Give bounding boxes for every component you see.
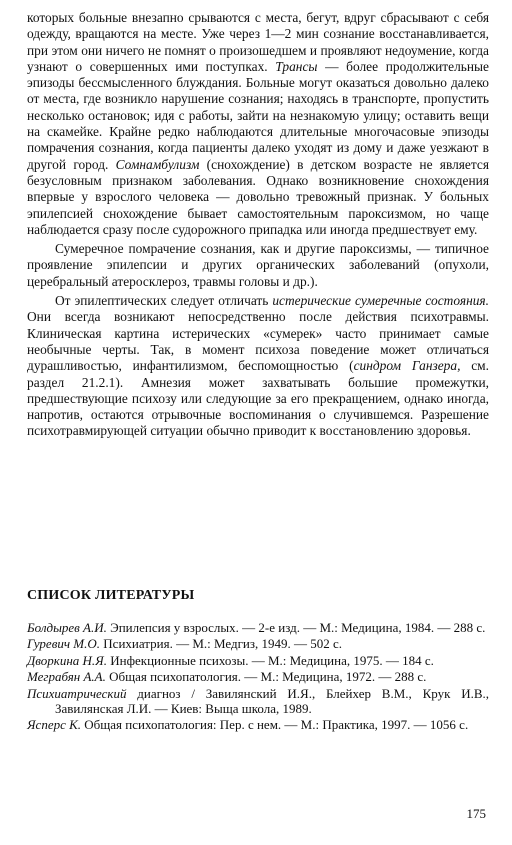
reference-item — [27, 717, 489, 732]
paragraph-2: Сумеречное помрачение сознания, как и другие пароксизмы, — типичное проявление эпилепсии и других органических заболеваний (опухоли, церебральный атеросклероз, травмы головы и др.). — [27, 241, 489, 289]
page-number: 175 — [466, 806, 486, 821]
reference-author: Гуревич М.О. — [27, 636, 101, 652]
reference-text: Общая психопатология. — М.: Медицина, 1972. — 288 с. — [105, 669, 427, 685]
paragraph-1 — [27, 10, 489, 238]
paragraph-1-text-1: которых больные внезапно срываются с места, бегут, вдруг сбрасывают с себя одежду, вращаются на месте. Уже через 1—2 мин сознание восстанавливается, при этом они ничего не помнят о произошедшем и проявляют недоумение, когда узнают о совершенных ими поступках. — [27, 10, 489, 74]
section-title: СПИСОК ЛИТЕРАТУРЫ — [27, 588, 195, 603]
paragraph-1-text-2: — более продолжительные эпизоды бессмысленного блуждания. Больные могут оказаться довольно далеко от места, где возникло нарушение сознания; находясь в транспорте, пропустить несколько остановок; идя с работы, зайти на незнакомую улицу; оставить вещи на скамейке. Крайне редко наблюдаются длительные многочасовые эпизоды помрачения сознания, когда пациенты далеко уходят из дому и даже уезжают в другой город. — [27, 58, 489, 172]
paragraph-3-text-2: Они всегда возникают непосредственно после действия психотравмы. Клиническая картина истерических «сумерек» часто принимает самые необычные черты. Так, в момент психоза поведение может отличаться дурашливостью, инфантилизмом, беспомощностью ( — [27, 309, 489, 374]
body-text — [27, 10, 489, 440]
term-hysterical-twilight: истерические сумеречные состояния. — [272, 293, 489, 309]
paragraph-3-text-3: см. раздел 21.2.1). Амнезия может захватывать большие промежутки, предшествующие психозу или следующие за его прекращением, однако иногда, напротив, остаются отрывочные воспоминания о случившемся. Разрешение психотравмирующей ситуации обычно приводит к восстановлению здоровья. — [27, 358, 489, 439]
reference-author: Меграбян А.А. — [27, 669, 106, 685]
paragraph-3 — [27, 293, 489, 440]
reference-author: Болдырев А.И. — [27, 620, 107, 635]
reference-item — [27, 653, 489, 668]
term-trances: Трансы — [275, 58, 318, 74]
reference-author: Психиатрический — [27, 685, 127, 701]
reference-author: Дворкина Н.Я. — [27, 652, 107, 668]
reference-list — [27, 620, 489, 734]
reference-item — [27, 620, 489, 635]
term-somnambulism: Сомнамбулизм — [115, 156, 200, 172]
reference-text: Инфекционные психозы. — М.: Медицина, 1975. — 184 с. — [106, 652, 434, 668]
reference-text: Психиатрия. — М.: Медгиз, 1949. — 502 с. — [100, 636, 343, 652]
reference-text: Эпилепсия у взрослых. — 2-е изд. — М.: Медицина, 1984. — 288 с. — [106, 620, 486, 635]
term-ganser-syndrome: синдром Ганзера, — [353, 358, 461, 374]
paragraph-1-text-3: (снохождение) в детском возрасте не является безусловным признаком заболевания. Однако возникновение снохождения впервые у взрослого человека — довольно тревожный признак. У больных эпилепсией снохождение бывает самостоятельным пароксизмом, но чаще наблюдается сразу после судорожного припадка или иногда предшествует ему. — [27, 156, 489, 237]
reference-item — [27, 686, 489, 717]
reference-text: диагноз / Завилянский И.Я., Блейхер В.М., Крук И.В., Завилянская Л.И. — Киев: Выща школа, 1989. — [55, 685, 489, 717]
reference-author: Ясперс К. — [27, 717, 81, 733]
reference-item — [27, 669, 489, 684]
reference-item — [27, 636, 489, 651]
reference-text: Общая психопатология: Пер. с нем. — М.: Практика, 1997. — 1056 с. — [81, 717, 469, 733]
paragraph-3-text-1: От эпилептических следует отличать — [55, 293, 273, 309]
